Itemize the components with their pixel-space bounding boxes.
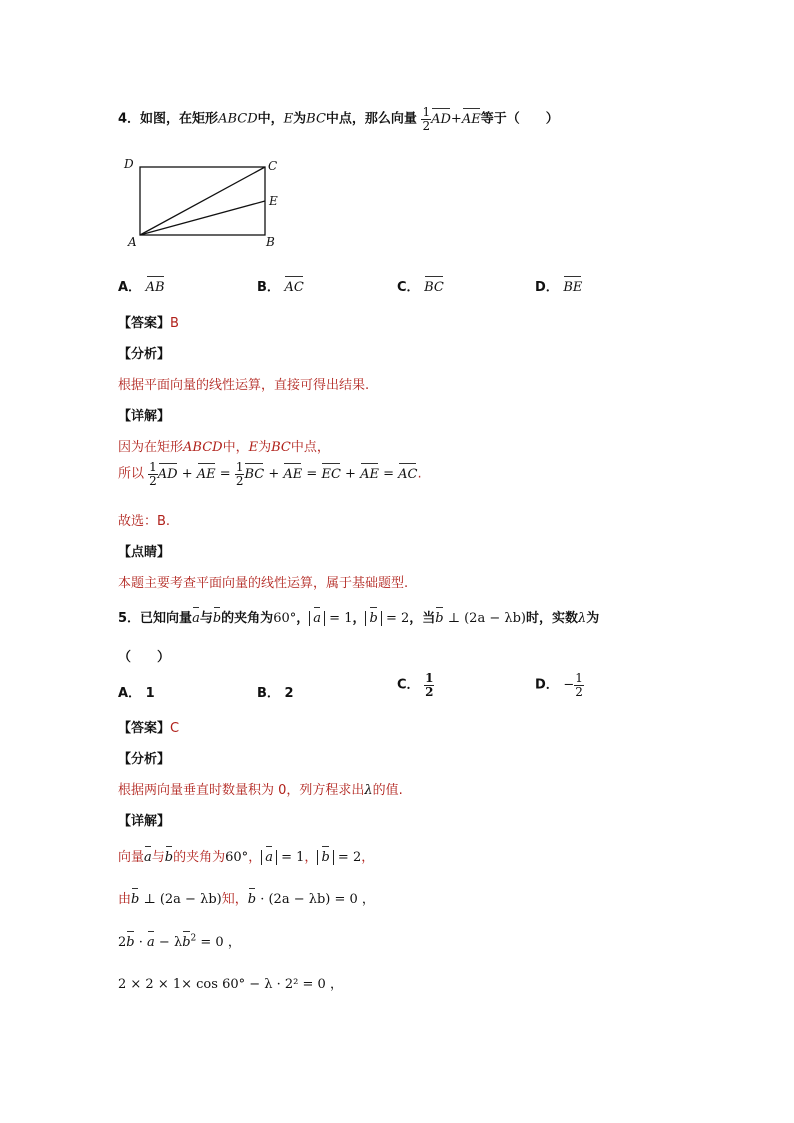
q5-detail-heading: 【详解】 xyxy=(118,814,171,829)
q4-analysis-text: 根据平面向量的线性运算，直接可得出结果. xyxy=(118,378,370,393)
q5-detail-line3: $2b \cdot a - \lambda b^2 = 0$ ， xyxy=(118,933,241,950)
q5-analysis-heading: 【分析】 xyxy=(118,752,171,767)
q5-option-c[interactable]: C． $\frac{1}{2}$ xyxy=(397,671,434,699)
q4-vector-ae: AE xyxy=(461,111,481,127)
q4-rectangle-figure xyxy=(118,152,288,252)
q4-detail-line1: 因为在矩形ABCD中，E为BC中点， xyxy=(118,440,330,455)
q5-paren: （ ） xyxy=(118,650,171,665)
q5-option-b[interactable]: B． 2 xyxy=(257,686,294,701)
label-b: B xyxy=(266,235,275,249)
label-c: C xyxy=(268,159,278,173)
q4-stem: 4．如图，在矩形ABCD中，E为BC中点，那么向量 $\frac{1}{2}$ AD+AE等于（ ） xyxy=(118,105,559,133)
q5-analysis-text: 根据两向量垂直时数量积为 0，列方程求出λ的值. xyxy=(118,783,403,798)
q4-analysis-heading: 【分析】 xyxy=(118,347,171,362)
q4-vector-ad: AD xyxy=(431,111,451,127)
label-e: E xyxy=(269,194,278,208)
q5-detail-line4: 2 × 2 × 1× cos 60° − λ · 2² = 0 ， xyxy=(118,977,343,992)
q5-answer: 【答案】C xyxy=(118,721,180,736)
q5-option-a[interactable]: A． 1 xyxy=(118,686,155,701)
q5-stem: 5．已知向量a与b的夹角为60°， a = 1， b = 2，当b ⊥ (2a − λb)时，实数λ为 xyxy=(118,611,600,626)
q4-detail-line2: 所以 $\frac{1}{2}$ AD + AE = $\frac{1}{2}$ BC + AE = EC + AE = AC. xyxy=(118,460,422,488)
q4-comment-text: 本题主要考查平面向量的线性运算，属于基础题型. xyxy=(118,576,409,591)
q4-option-c[interactable]: C． BC xyxy=(397,280,444,295)
q4-answer: 【答案】B xyxy=(118,316,179,331)
q5-option-d[interactable]: D． − $\frac{1}{2}$ xyxy=(535,671,583,699)
q4-option-d[interactable]: D． BE xyxy=(535,280,583,295)
q4-conclusion: 故选：B. xyxy=(118,514,171,529)
q4-comment-heading: 【点睛】 xyxy=(118,545,171,560)
q4-detail-heading: 【详解】 xyxy=(118,409,171,424)
label-a: A xyxy=(128,235,137,249)
q4-half-fraction: $\frac{1}{2}$ xyxy=(422,105,431,133)
label-d: D xyxy=(124,157,134,171)
q5-detail-line1: 向量a与b的夹角为60°， a = 1， b = 2， xyxy=(118,850,375,865)
q5-detail-line2: 由b ⊥ (2a − λb)知，b · (2a − λb) = 0 ， xyxy=(118,892,375,907)
q4-option-b[interactable]: B． AC xyxy=(257,280,304,295)
q4-option-a[interactable]: A． AB xyxy=(118,280,165,295)
